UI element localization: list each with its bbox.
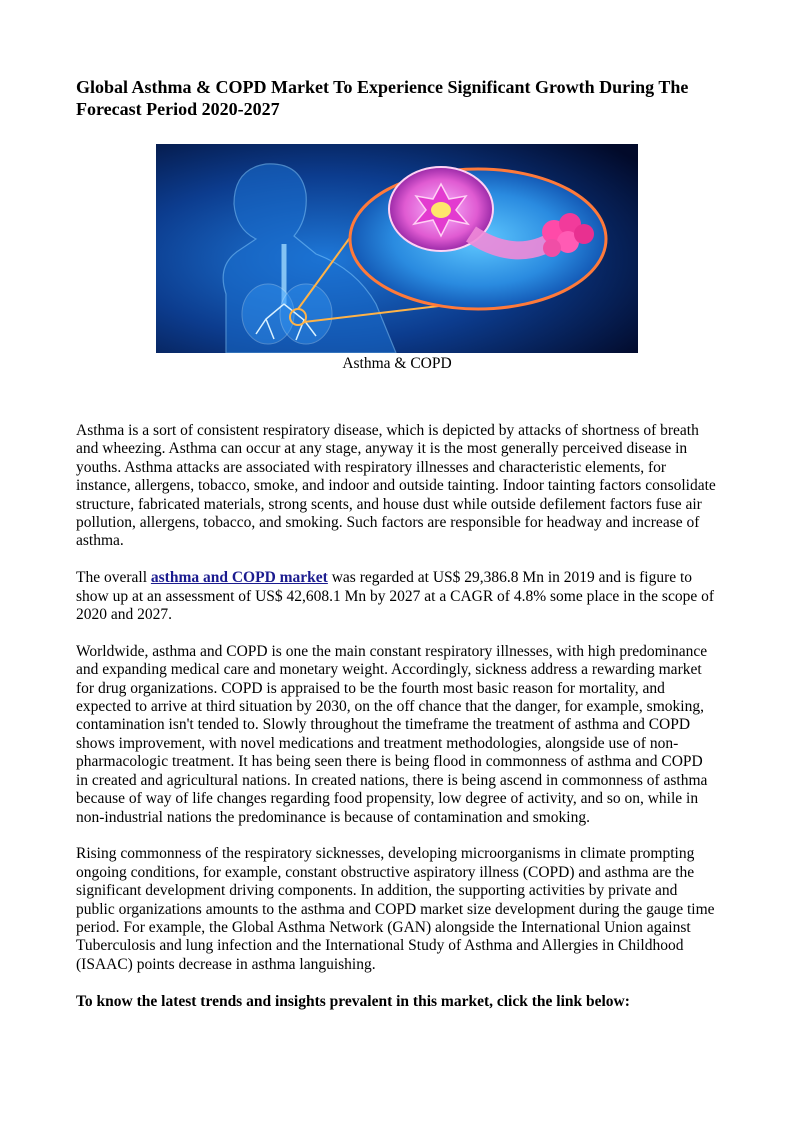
paragraph-market-value-text-after: was regarded at US$ 29,386.8 Mn in 2019 and is figure to show up at an assessment of US$ 42,608.1 Mn by 2027 at a CAGR of 4.8% some place in the scope of 2020 and 2027. bbox=[76, 569, 714, 624]
paragraph-market-value-text-before: The overall bbox=[76, 569, 151, 587]
paragraph-drivers: Rising commonness of the respiratory sicknesses, developing microorganisms in climate prompting ongoing conditions, for example, constant obstructive aspiratory illness (COPD) and asthma are the significant development driving components. In addition, the supporting activities by private and public organizations amounts to the asthma and COPD market size development during the gauge time period. For example, the Global Asthma Network (GAN) alongside the International Union against Tuberculosis and lung infection and the International Study of Asthma and Allergies in Childhood (ISAAC) points decrease in asthma languishing. bbox=[76, 845, 715, 973]
paragraph-intro: Asthma is a sort of consistent respiratory disease, which is depicted by attacks of shortness of breath and wheezing. Asthma can occur at any stage, anyway it is the most generally perceived disease in youths. Asthma attacks are associated with respiratory illnesses and characteristic elements, for instance, allergens, tobacco, smoke, and indoor and outside tainting. Indoor tainting factors consolidate structure, fabricated materials, strong scents, and house dust while outside defilement factors fuse air pollution, allergens, tobacco, and smoking. Such factors are responsible for headway and increase of asthma. bbox=[76, 422, 716, 550]
figure bbox=[156, 144, 638, 374]
document-page bbox=[76, 76, 718, 1029]
figure-caption: Asthma & COPD bbox=[342, 355, 452, 372]
paragraph-prevalence: Worldwide, asthma and COPD is one the main constant respiratory illnesses, with high predominance and expanding medical care and monetary weight. Accordingly, sickness address a rewarding market for drug organizations. COPD is appraised to be the fourth most basic reason for mortality, and expected to arrive at third situation by 2030, on the off chance that the danger, for example, smoking, contamination isn't tended to. Slowly throughout the timeframe the treatment of asthma and COPD shows improvement, with novel medications and treatment methodologies, alongside use of non-pharmacologic treatment. It has being seen there is being flood in commonness of asthma and COPD in created and agricultural nations. In created nations, there is being ascend in commonness of asthma because of way of life changes regarding food propensity, low degree of activity, and so on, while in non-industrial nations the predominance is because of contamination and smoking. bbox=[76, 642, 708, 826]
paragraph-market-value bbox=[76, 569, 718, 624]
asthma-copd-market-link[interactable]: asthma and COPD market bbox=[150, 569, 328, 587]
article-title: Global Asthma & COPD Market To Experience Significant Growth During The Forecast Period 2020-2027 bbox=[76, 77, 689, 119]
call-to-action: To know the latest trends and insights prevalent in this market, click the link below: bbox=[76, 992, 630, 1010]
lungs-illustration-icon bbox=[156, 144, 638, 353]
